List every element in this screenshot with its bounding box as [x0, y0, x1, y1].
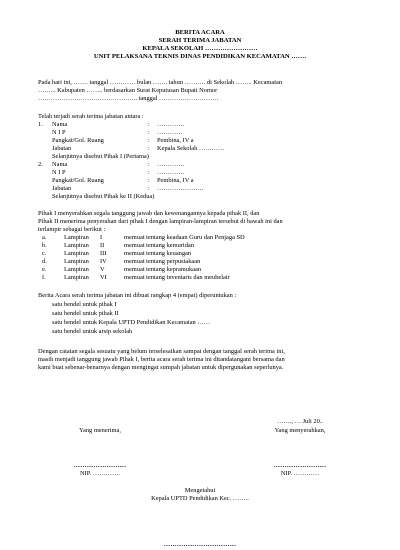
attachment-letter: c. — [42, 250, 47, 257]
intro-line-2: ……... Kabupaten …….. berdasarkan Surat Keputusan Bupati Nomor — [38, 87, 218, 94]
attachment-letter: f. — [42, 274, 46, 281]
head-title: Kepala UPTD Pendidikan Kec. …….. — [151, 495, 249, 502]
party2-nip-label: N I P — [52, 169, 66, 176]
attachment-roman: VI — [100, 274, 107, 281]
doc-position: KEPALA SEKOLAH …………………… — [142, 45, 258, 52]
giver-sign-line: …………………… — [273, 462, 327, 469]
party1-nip-value: ………… — [157, 129, 183, 136]
attachment-letter: e. — [42, 266, 47, 273]
party2-position-value: …………………. — [157, 185, 204, 192]
attachment-name: Lampiran — [64, 250, 89, 257]
party1-number: 1. — [38, 121, 43, 128]
party1-position-value: Kepala Sekolah ………… — [157, 145, 225, 152]
copy-item: satu bendel untuk Kepala UPTD Pendidikan Kecamatan …… — [52, 319, 211, 326]
closing-line-3: kami buat sebenar-benarnya dengan mengingat sumpah jabatan untuk dipergunakan seperlunya. — [38, 364, 284, 371]
party2-name-value: …………. — [157, 161, 185, 168]
party1-name-value: …………. — [157, 121, 185, 128]
party1-name-colon: : — [148, 121, 150, 128]
party1-name-label: Nama — [52, 121, 68, 128]
attachment-text: memuat tentang perpustakaan — [124, 258, 201, 265]
party2-position-label: Jabatan — [52, 185, 72, 192]
party2-rank-label: Pangkat/Gol. Ruang — [52, 177, 104, 184]
head-sign-line: …………………………… — [163, 541, 237, 548]
handover-heading: Telah terjadi serah terima jabatan antara : — [38, 113, 144, 120]
attachment-text: memuat tentang kepramukaan — [124, 266, 202, 273]
receiver-nip: NIP. …………. — [80, 470, 120, 477]
attachment-name: Lampiran — [64, 242, 89, 249]
attachment-letter: d. — [42, 258, 47, 265]
party1-note: Selanjutnya disebut Pihak I (Pertama) — [52, 153, 149, 160]
responsibility-line-2: Pihak II menerima penyerahan dari pihak I dengan lampiran-lampiran tersebut di bawah ini dan — [38, 218, 283, 225]
party2-name-label: Nama — [52, 161, 68, 168]
doc-unit: UNIT PELAKSANA TEKNIS DINAS PENDIDIKAN KECAMATAN ……. — [93, 53, 307, 60]
attachment-text: memuat tentang keadaan Guru dan Penjaga SD — [124, 234, 245, 241]
party2-rank-colon: : — [148, 177, 150, 184]
attachment-roman: II — [100, 242, 105, 249]
attachment-name: Lampiran — [64, 266, 89, 273]
attachment-roman: V — [100, 266, 105, 273]
doc-subtitle: SERAH TERIMA JABATAN — [158, 37, 242, 44]
attachment-text: memuat tentang kemuridan — [124, 242, 194, 249]
doc-title: BERITA ACARA — [175, 29, 225, 36]
copy-item: satu bendel untuk pihak I — [52, 301, 117, 308]
attachment-name: Lampiran — [64, 258, 89, 265]
copy-item: satu bendel untuk arsip sekolah — [52, 328, 133, 335]
party2-rank-value: Pembina, IV a — [157, 177, 194, 184]
party1-nip-colon: : — [148, 129, 150, 136]
party2-nip-colon: : — [148, 169, 150, 176]
receiver-label: Yang menerima, — [79, 427, 121, 434]
attachment-roman: III — [100, 250, 107, 257]
party2-position-colon: : — [148, 185, 150, 192]
party1-rank-value: Pembina, IV a — [157, 137, 194, 144]
intro-line-3: ……………………………………….. tanggal ………………………. — [38, 95, 219, 102]
party1-rank-label: Pangkat/Gol. Ruang — [52, 137, 104, 144]
attachment-letter: b. — [42, 242, 47, 249]
party2-name-colon: : — [148, 161, 150, 168]
party2-note: Selanjutnya disebut Pihak ke II (Kedua) — [52, 193, 155, 200]
signature-date: ……., … Juli 20.. — [277, 418, 323, 425]
copies-heading: Berita Acara serah terima jabatan ini dibuat rangkap 4 (empat) diperuntukan : — [38, 292, 237, 299]
party1-position-label: Jabatan — [52, 145, 72, 152]
intro-line-1: Pada hari ini, ……. tanggal ………… bulan ……. tahun ………. di Sekolah …….. Kecamatan — [38, 79, 283, 86]
attachment-text: memuat tentang inventaris dan meubelair — [124, 274, 230, 281]
party1-position-colon: : — [148, 145, 150, 152]
receiver-sign-line: …………………… — [73, 462, 127, 469]
attachment-text: memuat tentang keuangan — [124, 250, 192, 257]
attachment-roman: I — [100, 234, 103, 241]
closing-line-1: Dengan catatan segala sesuatu yang belum terselesaikan sampai dengan tanggal serah terima ini, — [38, 348, 285, 355]
attachment-roman: IV — [100, 258, 107, 265]
giver-nip: NIP. ………… — [280, 470, 320, 477]
copy-item: satu bendel untuk pihak II — [52, 310, 119, 317]
giver-label: Yang menyerahkan, — [274, 427, 326, 434]
attachment-name: Lampiran — [64, 274, 89, 281]
party1-rank-colon: : — [148, 137, 150, 144]
attachment-name: Lampiran — [64, 234, 89, 241]
attachment-letter: a. — [42, 234, 47, 241]
responsibility-line-3: terlampir sebagai berikut : — [38, 226, 106, 233]
acknowledged-label: Mengetahui — [184, 487, 216, 494]
closing-line-2: masih menjadi tanggung jawab Pihak I, berita acara serah terima ini ditandatangani bersama dan — [38, 356, 285, 363]
party1-nip-label: N I P — [52, 129, 66, 136]
party2-number: 2. — [38, 161, 43, 168]
responsibility-line-1: Pihak I menyerahkan segala tanggung jawab dan kewenangannya kepada pihak II, dan — [38, 210, 260, 217]
party2-nip-value: …………. — [157, 169, 185, 176]
